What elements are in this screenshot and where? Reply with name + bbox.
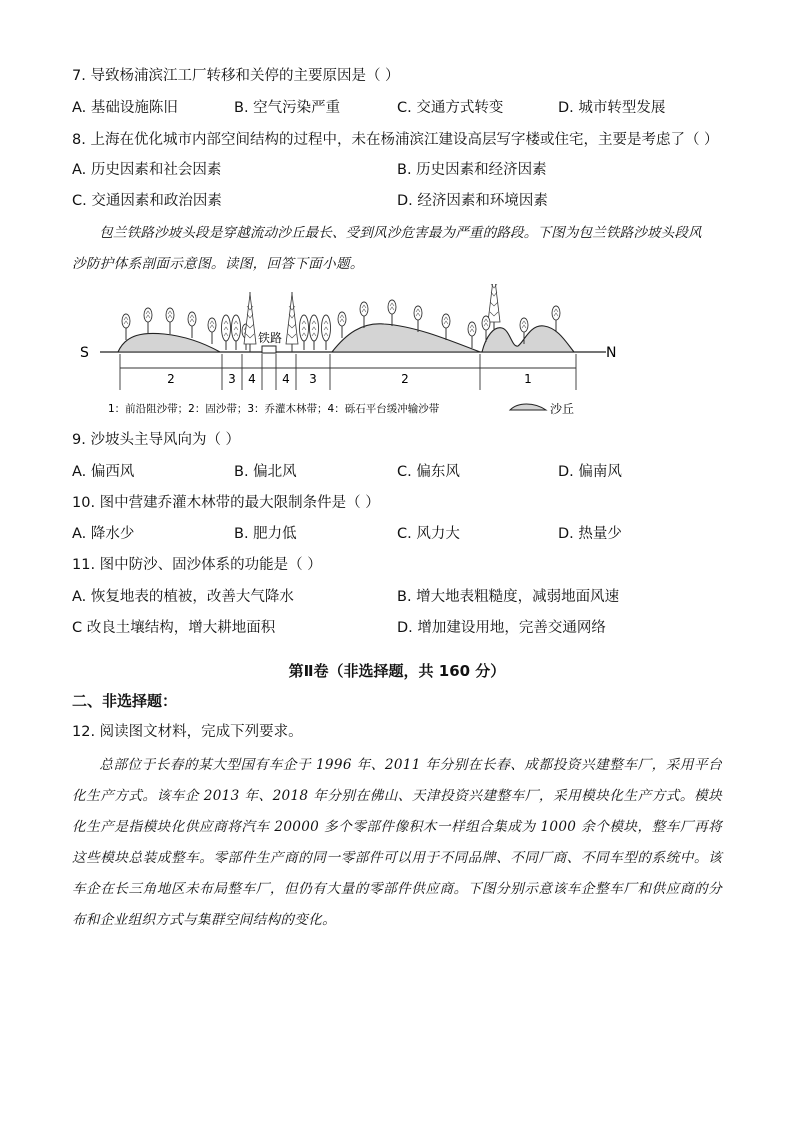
q7-option-a[interactable]: A. 基础设施陈旧	[72, 100, 178, 116]
q7-option-b[interactable]: B. 空气污染严重	[234, 100, 341, 116]
railway-embankment	[262, 346, 276, 353]
q10-option-d[interactable]: D. 热量少	[558, 526, 622, 542]
passage-railway	[72, 218, 722, 280]
sand-control-profile-figure	[74, 284, 634, 420]
zone-label: 1	[524, 372, 532, 386]
q8-option-a[interactable]: A. 历史因素和社会因素	[72, 162, 222, 178]
q8-option-d[interactable]: D. 经济因素和环境因素	[397, 193, 548, 209]
q12-passage-text: 总部位于长春的某大型国有车企于 1996 年、2011 年分别在长春、成都投资兴建整车厂，采用平台化生产方式。该车企 2013 年、2018 年分别在佛山、天津投资兴建整车厂，采用模块化生产方式。模块化生产是指模块化供应商将汽车 20000 多个零部件像积木一样组合集成为 1000 余个模块，整车厂再将这些模块总装成整车。零部件生产商的同一零部件可以用于不同品牌、不同厂商、不同车型的系统中。该车企在长三角地区未布局整车厂，但仍有大量的零部件供应商。下图分别示意该车企整车厂和供应商的分布和企业组织方式与集群空间结构的变化。	[72, 757, 722, 928]
q8-option-c[interactable]: C. 交通因素和政治因素	[72, 193, 222, 209]
q10-option-a[interactable]: A. 降水少	[72, 526, 135, 542]
dune-legend-icon	[510, 404, 546, 410]
q7-option-d[interactable]: D. 城市转型发展	[558, 100, 666, 116]
zone-label: 4	[248, 372, 256, 386]
q9-option-b[interactable]: B. 偏北风	[234, 464, 297, 480]
q12-stem: 12. 阅读图文材料，完成下列要求。	[72, 724, 303, 740]
q9-option-c[interactable]: C. 偏东风	[397, 464, 460, 480]
section-2-title: 第Ⅱ卷（非选择题，共 160 分）	[288, 662, 506, 680]
direction-south: S	[80, 345, 89, 361]
q11-option-b[interactable]: B. 增大地表粗糙度，减弱地面风速	[397, 589, 620, 605]
passage-railway-line1: 包兰铁路沙坡头段是穿越流动沙丘最长、受到风沙危害最为严重的路段。下图为包兰铁路沙坡头段风	[99, 225, 702, 241]
q10-option-c[interactable]: C. 风力大	[397, 526, 460, 542]
zone-dimension-lines	[120, 354, 576, 390]
q9-stem: 9. 沙坡头主导风向为（ ）	[72, 432, 241, 448]
section-2-heading: 二、非选择题：	[72, 692, 178, 710]
q11-option-d[interactable]: D. 增加建设用地，完善交通网络	[397, 620, 606, 636]
q7-option-c[interactable]: C. 交通方式转变	[397, 100, 504, 116]
figure-legend: 1：前沿阻沙带；2：固沙带；3：乔灌木林带；4：砾石平台缓冲输沙带	[108, 403, 440, 415]
railway-label: 铁路	[258, 331, 283, 345]
zone-label: 4	[282, 372, 290, 386]
q11-option-a[interactable]: A. 恢复地表的植被，改善大气降水	[72, 589, 294, 605]
direction-north: N	[606, 345, 617, 361]
q11-option-c[interactable]: C 改良土壤结构，增大耕地面积	[72, 620, 276, 636]
q8-option-b[interactable]: B. 历史因素和经济因素	[397, 162, 547, 178]
zone-label: 2	[401, 372, 409, 386]
dune-legend-label: 沙丘	[550, 402, 575, 416]
dune-south	[118, 333, 220, 352]
q11-stem: 11. 图中防沙、固沙体系的功能是（ ）	[72, 557, 322, 573]
q10-stem: 10. 图中营建乔灌木林带的最大限制条件是（ ）	[72, 495, 380, 511]
zone-label: 3	[309, 372, 317, 386]
q12-passage	[72, 750, 722, 936]
q10-option-b[interactable]: B. 肥力低	[234, 526, 297, 542]
q9-option-d[interactable]: D. 偏南风	[558, 464, 622, 480]
zone-label: 2	[167, 372, 175, 386]
q8-stem: 8. 上海在优化城市内部空间结构的过程中，未在杨浦滨江建设高层写字楼或住宅，主要是考虑了（ ）	[72, 132, 719, 148]
dune-north	[482, 326, 574, 352]
q7-stem: 7. 导致杨浦滨江工厂转移和关停的主要原因是（ ）	[72, 68, 400, 84]
dune-middle	[332, 324, 480, 352]
q9-option-a[interactable]: A. 偏西风	[72, 464, 135, 480]
zone-label: 3	[228, 372, 236, 386]
passage-railway-line2: 沙防护体系剖面示意图。读图，回答下面小题。	[72, 256, 364, 272]
